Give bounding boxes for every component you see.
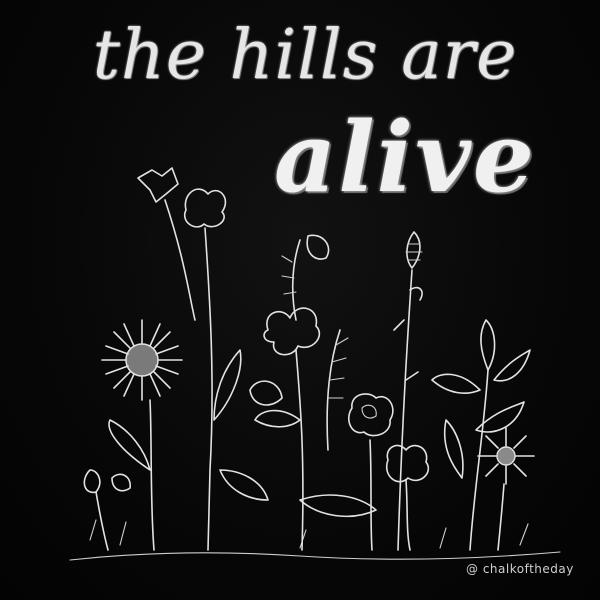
small-flower-lower <box>387 445 429 550</box>
title-line-2: alive <box>274 101 536 214</box>
large-leaves-right <box>432 320 530 550</box>
lavender-spike <box>394 232 422 550</box>
title-line-1: the hills are <box>92 16 518 95</box>
daisy-left <box>102 320 182 550</box>
grass-base <box>70 520 560 560</box>
artist-credit: @ chalkoftheday <box>466 562 574 576</box>
rose-middle <box>349 394 393 550</box>
poppy-middle <box>250 308 319 550</box>
